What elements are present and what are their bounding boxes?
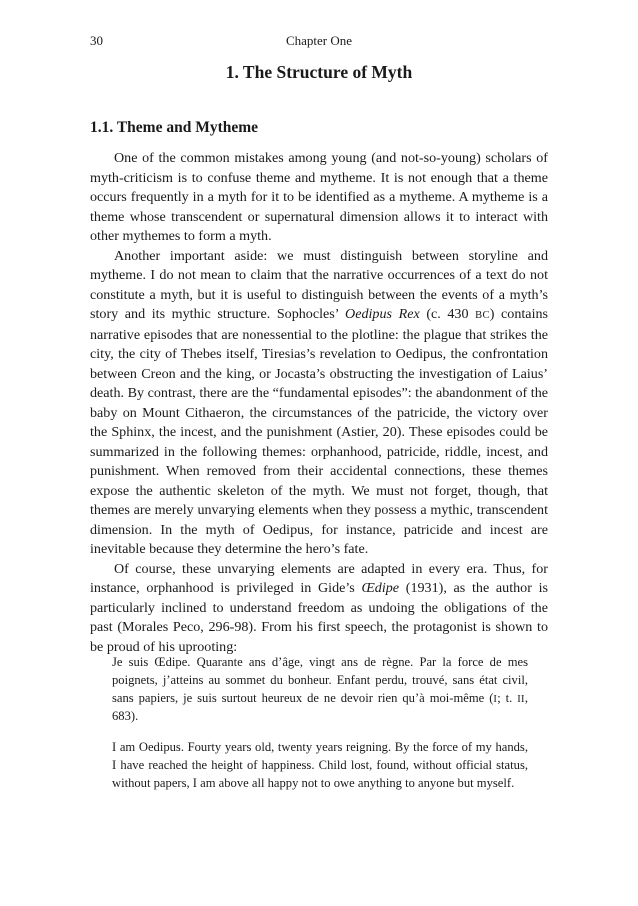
- section-heading: 1.1. Theme and Mytheme: [90, 119, 259, 136]
- page-number: 30: [90, 33, 103, 48]
- era-abbreviation: BC: [475, 310, 490, 321]
- block-quote-english: I am Oedipus. Fourty years old, twenty years reigning. By the force of my hands, I have reached the height of happiness. Child lost, found, without official status, without papers, I am above all happy not to owe anything to anyone but myself.: [112, 740, 528, 790]
- paragraph-3-text-b: (1931), as the author is particularly inclined to understand freedom as undoing the obligations of the past (Morales Peco, 296-98). From his first speech, the protagonist is shown to be proud of his uprooting:: [90, 580, 548, 655]
- paragraph-3: [90, 560, 548, 658]
- paragraph-3-text-a: Of course, these unvarying elements are adapted in every era. Thus, for instance, orphanhood is privileged in Gide’s: [90, 560, 548, 596]
- block-quote-french-text: Je suis Œdipe. Quarante ans d’âge, vingt ans de règne. Par la force de mes poignets, j’atteins au sommet du bonheur. Enfant perdu, trouvé, sans état civil, sans papiers, je suis surtout heureux de ne devoir rien qu’à moi-même: [112, 655, 528, 705]
- paragraph-2-text-b: (c. 430: [419, 306, 476, 322]
- citation-close: , 683).: [112, 690, 528, 724]
- paragraph-2-text-c: ) contains narrative episodes that are nonessential to the plotline: the plague that strikes the city, the city of Thebes itself, Tiresias’s revelation to Oedipus, the confrontation between Creon and the king, or Jocasta’s obstructing the investigation of Laius’ death. By contrast, there are the “fundamental episodes”: the abandonment of the baby on Mount Cithaeron, the circumstances of the patricide, the victory over the Sphinx, the incest, and the punishment (Astier, 20). These episodes could be summarized in the following themes: orphanhood, patricide, riddle, incest, and punishment. When removed from their accidental connections, these themes expose the authentic skeleton of the myth. We must not forget, though, that themes are merely unvarying elements when they possess a mythic, transcendent dimension. In the myth of Oedipus, for instance, patricide and incest are inevitable because they determine the hero’s fate.: [90, 306, 549, 557]
- running-head: [90, 33, 548, 51]
- body-text: [90, 149, 548, 657]
- work-title-oedipus-rex: Oedipus Rex: [345, 306, 420, 322]
- paragraph-1: One of the common mistakes among young (and not-so-young) scholars of myth-criticism is to confuse theme and mytheme. It is not enough that a theme occurs frequently in a myth for it to be identified as a mytheme. A mytheme is a theme whose transcendent or supernatural dimension allows it to interact with other mythemes to form a myth.: [90, 150, 548, 244]
- citation-open: (: [489, 690, 494, 705]
- citation-separator: ; t.: [497, 690, 518, 705]
- work-title-oedipe: Œdipe: [361, 580, 400, 596]
- chapter-heading: 1. The Structure of Myth: [225, 62, 413, 82]
- block-quote-french: [112, 654, 528, 726]
- citation-tome: II: [517, 693, 525, 705]
- citation-volume: I: [493, 693, 498, 705]
- paragraph-2: [90, 247, 548, 560]
- paragraph-2-text-a: Another important aside: we must distinguish between storyline and mytheme. I do not mean to claim that the narrative occurrences of a text do not constitute a myth, but it is useful to distinguish between the events of a myth’s story and its mythic structure. Sophocles’: [90, 247, 548, 322]
- running-title: Chapter One: [285, 33, 353, 48]
